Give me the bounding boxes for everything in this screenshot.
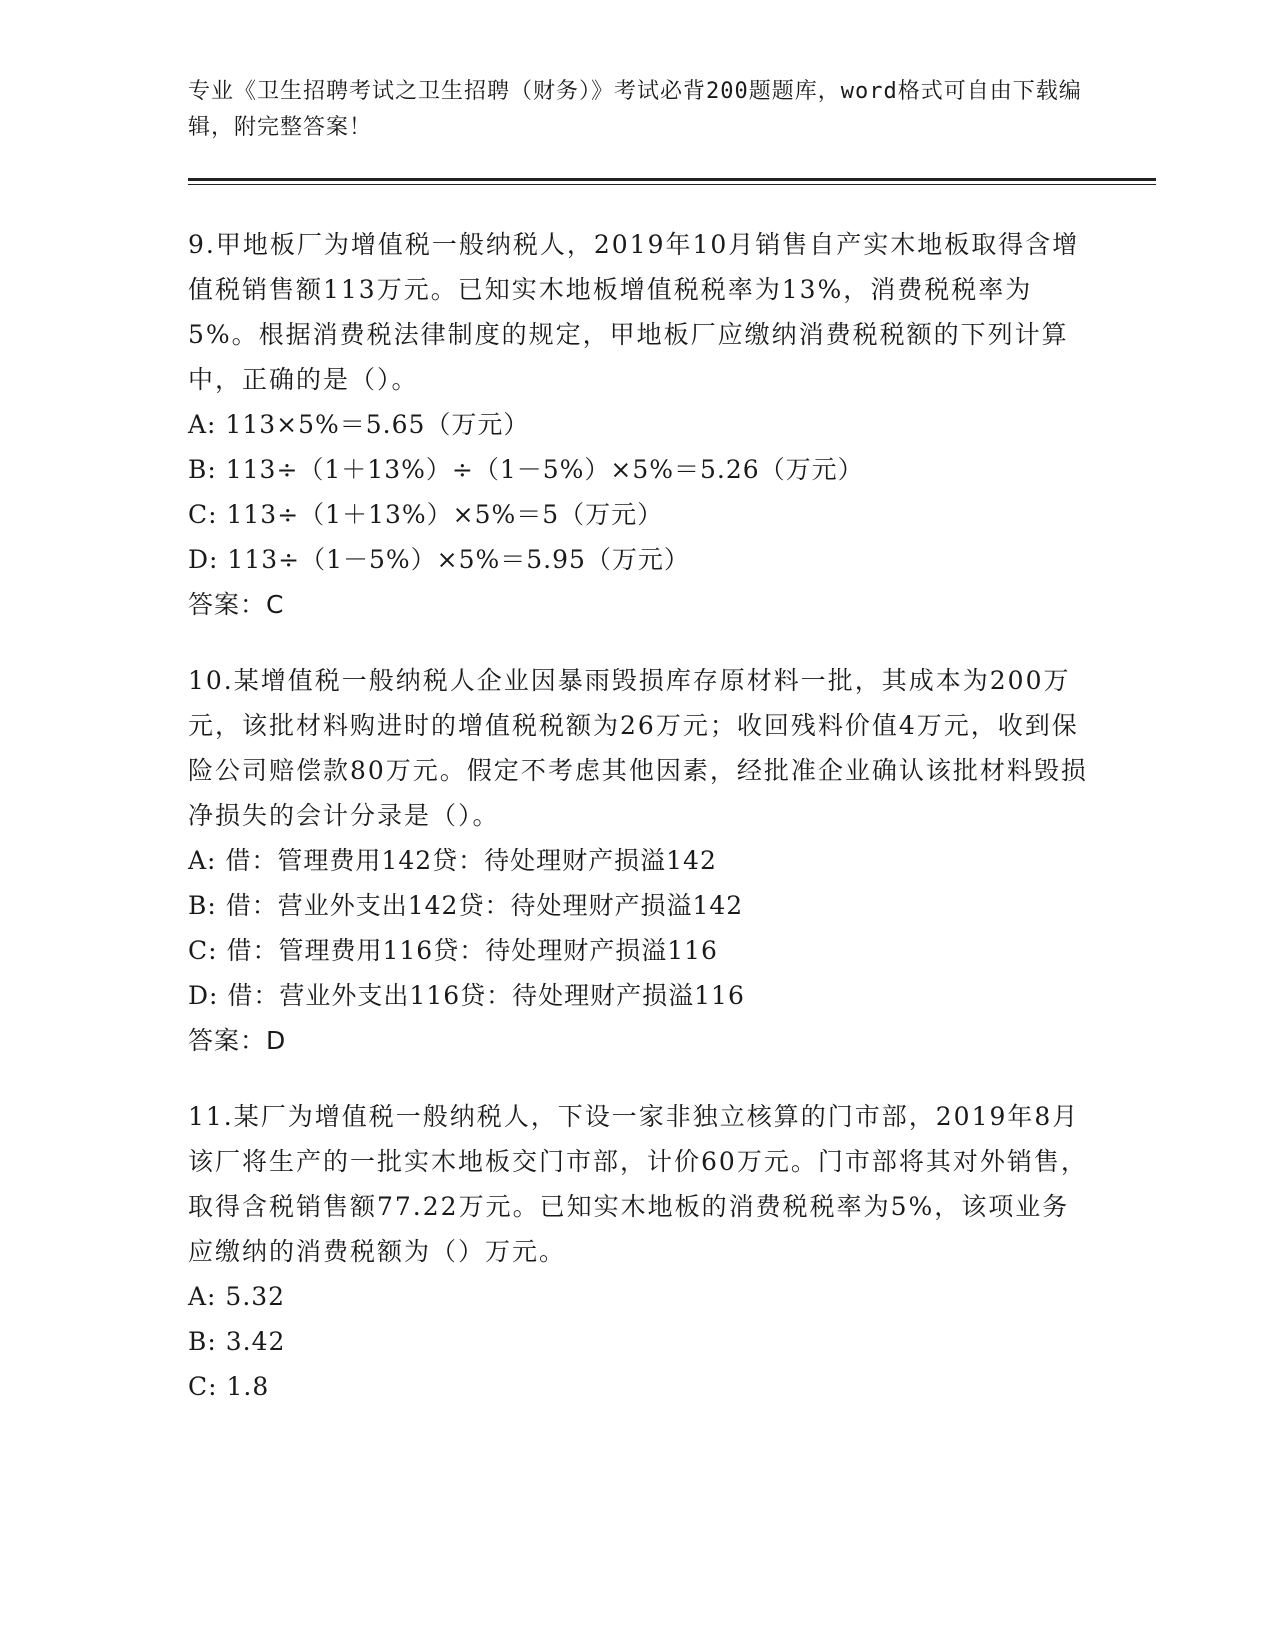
option-c: C: 113÷（1＋13%）×5%＝5（万元）	[188, 500, 664, 529]
answer-line: 答案：C	[188, 590, 285, 619]
option-b: B: 113÷（1＋13%）÷（1－5%）×5%＝5.26（万元）	[188, 455, 864, 484]
option-c: C: 1.8	[188, 1372, 270, 1401]
option-b: B: 3.42	[188, 1327, 286, 1356]
question-11	[188, 1094, 1088, 1409]
header-divider-thick	[188, 178, 1156, 181]
option-c: C: 借：管理费用116贷：待处理财产损溢116	[188, 936, 718, 965]
document-header: 专业《卫生招聘考试之卫生招聘（财务）》考试必背200题题库，word格式可自由下载编辑，附完整答案！	[188, 79, 1082, 140]
question-stem: 9.甲地板厂为增值税一般纳税人，2019年10月销售自产实木地板取得含增值税销售额113万元。已知实木地板增值税税率为13%，消费税税率为5%。根据消费税法律制度的规定，甲地板厂应缴纳消费税税额的下列计算中，正确的是（）。	[188, 230, 1080, 394]
option-d: D: 借：营业外支出116贷：待处理财产损溢116	[188, 981, 745, 1010]
option-d: D: 113÷（1－5%）×5%＝5.95（万元）	[188, 545, 690, 574]
option-b: B: 借：营业外支出142贷：待处理财产损溢142	[188, 891, 744, 920]
answer-line: 答案：D	[188, 1026, 287, 1055]
option-a: A: 5.32	[188, 1282, 286, 1311]
question-10	[188, 658, 1088, 1064]
option-a: A: 借：管理费用142贷：待处理财产损溢142	[188, 846, 717, 875]
header-divider-thin	[188, 184, 1156, 185]
question-stem: 11.某厂为增值税一般纳税人，下设一家非独立核算的门市部，2019年8月该厂将生产的一批实木地板交门市部，计价60万元。门市部将其对外销售，取得含税销售额77.22万元。已知实木地板的消费税税率为5%，该项业务应缴纳的消费税额为（）万元。	[188, 1102, 1088, 1266]
option-a: A: 113×5%＝5.65（万元）	[188, 410, 530, 439]
question-stem: 10.某增值税一般纳税人企业因暴雨毁损库存原材料一批，其成本为200万元，该批材料购进时的增值税税额为26万元；收回残料价值4万元，收到保险公司赔偿款80万元。假定不考虑其他因素，经批准企业确认该批材料毁损净损失的会计分录是（）。	[188, 666, 1088, 830]
question-9	[188, 222, 1088, 628]
